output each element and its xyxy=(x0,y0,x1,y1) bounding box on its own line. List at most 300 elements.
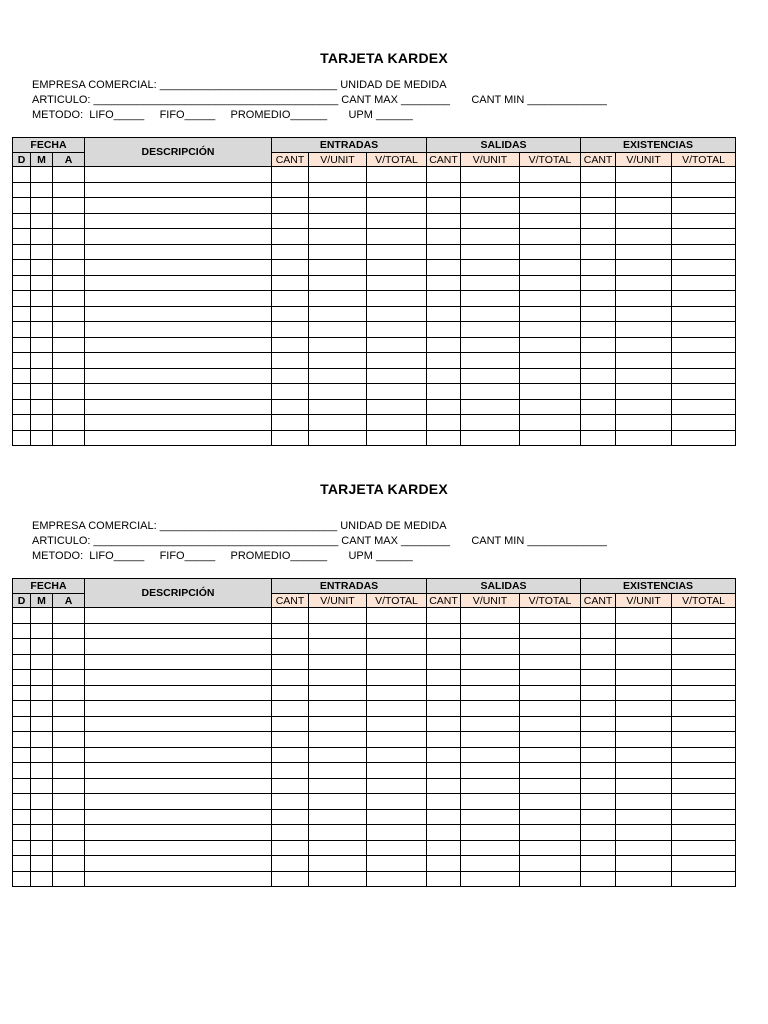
entry-cell[interactable] xyxy=(309,260,367,276)
entry-cell[interactable] xyxy=(520,794,581,810)
entry-cell[interactable] xyxy=(272,654,309,670)
entry-cell[interactable] xyxy=(13,415,31,431)
entry-cell[interactable] xyxy=(520,670,581,686)
entry-cell[interactable] xyxy=(367,430,427,446)
entry-cell[interactable] xyxy=(461,639,520,655)
entry-cell[interactable] xyxy=(672,260,736,276)
entry-cell[interactable] xyxy=(13,260,31,276)
entry-cell[interactable] xyxy=(520,260,581,276)
entry-cell[interactable] xyxy=(581,685,616,701)
entry-cell[interactable] xyxy=(85,167,272,183)
entry-cell[interactable] xyxy=(85,670,272,686)
entry-cell[interactable] xyxy=(581,337,616,353)
entry-cell[interactable] xyxy=(272,244,309,260)
entry-cell[interactable] xyxy=(427,778,461,794)
entry-cell[interactable] xyxy=(272,399,309,415)
entry-cell[interactable] xyxy=(672,291,736,307)
entry-cell[interactable] xyxy=(13,368,31,384)
entry-cell[interactable] xyxy=(672,809,736,825)
entry-cell[interactable] xyxy=(367,415,427,431)
entry-cell[interactable] xyxy=(272,809,309,825)
entry-cell[interactable] xyxy=(13,322,31,338)
entry-cell[interactable] xyxy=(427,244,461,260)
entry-cell[interactable] xyxy=(581,291,616,307)
entry-cell[interactable] xyxy=(427,198,461,214)
entry-cell[interactable] xyxy=(13,639,31,655)
entry-cell[interactable] xyxy=(53,747,85,763)
entry-cell[interactable] xyxy=(461,670,520,686)
entry-cell[interactable] xyxy=(31,732,53,748)
entry-cell[interactable] xyxy=(616,608,672,624)
entry-cell[interactable] xyxy=(367,794,427,810)
entry-cell[interactable] xyxy=(672,747,736,763)
entry-cell[interactable] xyxy=(581,670,616,686)
entry-cell[interactable] xyxy=(85,778,272,794)
entry-cell[interactable] xyxy=(85,654,272,670)
entry-cell[interactable] xyxy=(672,778,736,794)
entry-cell[interactable] xyxy=(85,399,272,415)
entry-cell[interactable] xyxy=(272,229,309,245)
entry-cell[interactable] xyxy=(461,778,520,794)
entry-cell[interactable] xyxy=(427,353,461,369)
entry-cell[interactable] xyxy=(13,244,31,260)
entry-cell[interactable] xyxy=(427,260,461,276)
entry-cell[interactable] xyxy=(367,229,427,245)
entry-cell[interactable] xyxy=(367,260,427,276)
entry-cell[interactable] xyxy=(672,167,736,183)
entry-cell[interactable] xyxy=(616,794,672,810)
entry-cell[interactable] xyxy=(53,430,85,446)
entry-cell[interactable] xyxy=(581,716,616,732)
entry-cell[interactable] xyxy=(427,825,461,841)
entry-cell[interactable] xyxy=(367,871,427,887)
entry-cell[interactable] xyxy=(85,871,272,887)
entry-cell[interactable] xyxy=(309,368,367,384)
entry-cell[interactable] xyxy=(581,654,616,670)
entry-cell[interactable] xyxy=(272,322,309,338)
entry-cell[interactable] xyxy=(53,732,85,748)
entry-cell[interactable] xyxy=(520,167,581,183)
entry-cell[interactable] xyxy=(427,639,461,655)
entry-cell[interactable] xyxy=(520,840,581,856)
entry-cell[interactable] xyxy=(461,198,520,214)
entry-cell[interactable] xyxy=(53,701,85,717)
entry-cell[interactable] xyxy=(272,794,309,810)
entry-cell[interactable] xyxy=(367,623,427,639)
entry-cell[interactable] xyxy=(309,306,367,322)
entry-cell[interactable] xyxy=(13,198,31,214)
entry-cell[interactable] xyxy=(616,260,672,276)
entry-cell[interactable] xyxy=(461,182,520,198)
entry-cell[interactable] xyxy=(31,430,53,446)
entry-cell[interactable] xyxy=(672,353,736,369)
entry-cell[interactable] xyxy=(309,840,367,856)
entry-cell[interactable] xyxy=(427,182,461,198)
entry-cell[interactable] xyxy=(672,654,736,670)
entry-cell[interactable] xyxy=(13,306,31,322)
entry-cell[interactable] xyxy=(616,244,672,260)
entry-cell[interactable] xyxy=(85,244,272,260)
entry-cell[interactable] xyxy=(672,701,736,717)
entry-cell[interactable] xyxy=(616,840,672,856)
entry-cell[interactable] xyxy=(427,291,461,307)
entry-cell[interactable] xyxy=(272,260,309,276)
entry-cell[interactable] xyxy=(13,685,31,701)
entry-cell[interactable] xyxy=(461,399,520,415)
entry-cell[interactable] xyxy=(461,368,520,384)
entry-cell[interactable] xyxy=(85,856,272,872)
entry-cell[interactable] xyxy=(272,306,309,322)
entry-cell[interactable] xyxy=(31,198,53,214)
entry-cell[interactable] xyxy=(85,701,272,717)
entry-cell[interactable] xyxy=(13,430,31,446)
entry-cell[interactable] xyxy=(53,213,85,229)
entry-cell[interactable] xyxy=(520,291,581,307)
entry-cell[interactable] xyxy=(520,399,581,415)
entry-cell[interactable] xyxy=(616,399,672,415)
entry-cell[interactable] xyxy=(31,244,53,260)
entry-cell[interactable] xyxy=(461,825,520,841)
entry-cell[interactable] xyxy=(309,229,367,245)
entry-cell[interactable] xyxy=(272,716,309,732)
entry-cell[interactable] xyxy=(616,623,672,639)
entry-cell[interactable] xyxy=(461,747,520,763)
entry-cell[interactable] xyxy=(85,322,272,338)
entry-cell[interactable] xyxy=(309,856,367,872)
entry-cell[interactable] xyxy=(427,167,461,183)
entry-cell[interactable] xyxy=(520,353,581,369)
entry-cell[interactable] xyxy=(272,167,309,183)
entry-cell[interactable] xyxy=(272,747,309,763)
entry-cell[interactable] xyxy=(85,182,272,198)
entry-cell[interactable] xyxy=(461,809,520,825)
entry-cell[interactable] xyxy=(367,368,427,384)
entry-cell[interactable] xyxy=(13,871,31,887)
entry-cell[interactable] xyxy=(581,306,616,322)
entry-cell[interactable] xyxy=(461,260,520,276)
entry-cell[interactable] xyxy=(672,840,736,856)
entry-cell[interactable] xyxy=(672,244,736,260)
entry-cell[interactable] xyxy=(309,809,367,825)
entry-cell[interactable] xyxy=(85,229,272,245)
entry-cell[interactable] xyxy=(461,794,520,810)
entry-cell[interactable] xyxy=(367,670,427,686)
entry-cell[interactable] xyxy=(85,198,272,214)
entry-cell[interactable] xyxy=(520,182,581,198)
entry-cell[interactable] xyxy=(53,167,85,183)
entry-cell[interactable] xyxy=(520,716,581,732)
entry-cell[interactable] xyxy=(616,809,672,825)
entry-cell[interactable] xyxy=(13,778,31,794)
entry-cell[interactable] xyxy=(309,763,367,779)
entry-cell[interactable] xyxy=(53,415,85,431)
entry-cell[interactable] xyxy=(672,430,736,446)
entry-cell[interactable] xyxy=(31,260,53,276)
entry-cell[interactable] xyxy=(85,794,272,810)
entry-cell[interactable] xyxy=(309,871,367,887)
entry-cell[interactable] xyxy=(520,701,581,717)
entry-cell[interactable] xyxy=(427,430,461,446)
entry-cell[interactable] xyxy=(367,182,427,198)
entry-cell[interactable] xyxy=(31,654,53,670)
entry-cell[interactable] xyxy=(520,639,581,655)
entry-cell[interactable] xyxy=(520,809,581,825)
entry-cell[interactable] xyxy=(31,167,53,183)
entry-cell[interactable] xyxy=(581,353,616,369)
entry-cell[interactable] xyxy=(520,732,581,748)
entry-cell[interactable] xyxy=(13,337,31,353)
entry-cell[interactable] xyxy=(672,399,736,415)
entry-cell[interactable] xyxy=(461,685,520,701)
entry-cell[interactable] xyxy=(31,763,53,779)
entry-cell[interactable] xyxy=(53,229,85,245)
entry-cell[interactable] xyxy=(520,778,581,794)
entry-cell[interactable] xyxy=(581,778,616,794)
entry-cell[interactable] xyxy=(672,716,736,732)
entry-cell[interactable] xyxy=(85,415,272,431)
entry-cell[interactable] xyxy=(427,856,461,872)
entry-cell[interactable] xyxy=(367,639,427,655)
entry-cell[interactable] xyxy=(367,840,427,856)
entry-cell[interactable] xyxy=(520,415,581,431)
entry-cell[interactable] xyxy=(672,794,736,810)
entry-cell[interactable] xyxy=(672,322,736,338)
entry-cell[interactable] xyxy=(367,608,427,624)
entry-cell[interactable] xyxy=(13,856,31,872)
entry-cell[interactable] xyxy=(31,415,53,431)
entry-cell[interactable] xyxy=(672,856,736,872)
entry-cell[interactable] xyxy=(309,732,367,748)
entry-cell[interactable] xyxy=(616,291,672,307)
entry-cell[interactable] xyxy=(672,182,736,198)
entry-cell[interactable] xyxy=(85,716,272,732)
entry-cell[interactable] xyxy=(367,825,427,841)
entry-cell[interactable] xyxy=(616,384,672,400)
entry-cell[interactable] xyxy=(581,415,616,431)
entry-cell[interactable] xyxy=(31,794,53,810)
entry-cell[interactable] xyxy=(367,306,427,322)
entry-cell[interactable] xyxy=(13,840,31,856)
entry-cell[interactable] xyxy=(53,639,85,655)
entry-cell[interactable] xyxy=(13,654,31,670)
entry-cell[interactable] xyxy=(53,322,85,338)
entry-cell[interactable] xyxy=(53,794,85,810)
entry-cell[interactable] xyxy=(272,384,309,400)
entry-cell[interactable] xyxy=(581,608,616,624)
entry-cell[interactable] xyxy=(461,840,520,856)
entry-cell[interactable] xyxy=(616,763,672,779)
entry-cell[interactable] xyxy=(672,732,736,748)
entry-cell[interactable] xyxy=(367,856,427,872)
entry-cell[interactable] xyxy=(53,856,85,872)
entry-cell[interactable] xyxy=(13,825,31,841)
entry-cell[interactable] xyxy=(427,275,461,291)
entry-cell[interactable] xyxy=(427,213,461,229)
entry-cell[interactable] xyxy=(272,198,309,214)
entry-cell[interactable] xyxy=(13,623,31,639)
entry-cell[interactable] xyxy=(13,701,31,717)
entry-cell[interactable] xyxy=(461,213,520,229)
entry-cell[interactable] xyxy=(367,198,427,214)
entry-cell[interactable] xyxy=(272,213,309,229)
entry-cell[interactable] xyxy=(581,182,616,198)
entry-cell[interactable] xyxy=(309,639,367,655)
entry-cell[interactable] xyxy=(85,639,272,655)
entry-cell[interactable] xyxy=(672,337,736,353)
entry-cell[interactable] xyxy=(367,337,427,353)
entry-cell[interactable] xyxy=(309,716,367,732)
entry-cell[interactable] xyxy=(31,322,53,338)
entry-cell[interactable] xyxy=(31,685,53,701)
entry-cell[interactable] xyxy=(427,701,461,717)
entry-cell[interactable] xyxy=(53,871,85,887)
entry-cell[interactable] xyxy=(616,322,672,338)
entry-cell[interactable] xyxy=(461,608,520,624)
entry-cell[interactable] xyxy=(31,291,53,307)
entry-cell[interactable] xyxy=(272,856,309,872)
entry-cell[interactable] xyxy=(616,167,672,183)
entry-cell[interactable] xyxy=(31,716,53,732)
entry-cell[interactable] xyxy=(309,213,367,229)
entry-cell[interactable] xyxy=(309,747,367,763)
entry-cell[interactable] xyxy=(272,778,309,794)
entry-cell[interactable] xyxy=(272,701,309,717)
entry-cell[interactable] xyxy=(461,275,520,291)
entry-cell[interactable] xyxy=(53,840,85,856)
entry-cell[interactable] xyxy=(13,747,31,763)
entry-cell[interactable] xyxy=(367,654,427,670)
entry-cell[interactable] xyxy=(461,763,520,779)
entry-cell[interactable] xyxy=(672,608,736,624)
entry-cell[interactable] xyxy=(53,623,85,639)
entry-cell[interactable] xyxy=(581,167,616,183)
entry-cell[interactable] xyxy=(272,871,309,887)
entry-cell[interactable] xyxy=(31,778,53,794)
entry-cell[interactable] xyxy=(85,840,272,856)
entry-cell[interactable] xyxy=(53,306,85,322)
entry-cell[interactable] xyxy=(85,685,272,701)
entry-cell[interactable] xyxy=(672,384,736,400)
entry-cell[interactable] xyxy=(581,639,616,655)
entry-cell[interactable] xyxy=(616,871,672,887)
entry-cell[interactable] xyxy=(13,167,31,183)
entry-cell[interactable] xyxy=(85,337,272,353)
entry-cell[interactable] xyxy=(367,167,427,183)
entry-cell[interactable] xyxy=(616,670,672,686)
entry-cell[interactable] xyxy=(461,716,520,732)
entry-cell[interactable] xyxy=(581,623,616,639)
entry-cell[interactable] xyxy=(309,167,367,183)
entry-cell[interactable] xyxy=(85,368,272,384)
entry-cell[interactable] xyxy=(427,368,461,384)
entry-cell[interactable] xyxy=(581,856,616,872)
entry-cell[interactable] xyxy=(13,353,31,369)
entry-cell[interactable] xyxy=(85,825,272,841)
entry-cell[interactable] xyxy=(309,670,367,686)
entry-cell[interactable] xyxy=(427,306,461,322)
entry-cell[interactable] xyxy=(309,322,367,338)
entry-cell[interactable] xyxy=(367,322,427,338)
entry-cell[interactable] xyxy=(520,368,581,384)
entry-cell[interactable] xyxy=(272,430,309,446)
entry-cell[interactable] xyxy=(309,182,367,198)
entry-cell[interactable] xyxy=(272,623,309,639)
entry-cell[interactable] xyxy=(367,275,427,291)
entry-cell[interactable] xyxy=(427,747,461,763)
entry-cell[interactable] xyxy=(520,871,581,887)
entry-cell[interactable] xyxy=(616,415,672,431)
entry-cell[interactable] xyxy=(581,430,616,446)
entry-cell[interactable] xyxy=(367,701,427,717)
entry-cell[interactable] xyxy=(520,654,581,670)
entry-cell[interactable] xyxy=(309,654,367,670)
entry-cell[interactable] xyxy=(13,291,31,307)
entry-cell[interactable] xyxy=(581,213,616,229)
entry-cell[interactable] xyxy=(53,337,85,353)
entry-cell[interactable] xyxy=(53,182,85,198)
entry-cell[interactable] xyxy=(520,198,581,214)
entry-cell[interactable] xyxy=(309,275,367,291)
entry-cell[interactable] xyxy=(520,623,581,639)
entry-cell[interactable] xyxy=(616,368,672,384)
entry-cell[interactable] xyxy=(31,353,53,369)
entry-cell[interactable] xyxy=(427,794,461,810)
entry-cell[interactable] xyxy=(672,229,736,245)
entry-cell[interactable] xyxy=(13,670,31,686)
entry-cell[interactable] xyxy=(31,213,53,229)
entry-cell[interactable] xyxy=(272,670,309,686)
entry-cell[interactable] xyxy=(31,368,53,384)
entry-cell[interactable] xyxy=(53,399,85,415)
entry-cell[interactable] xyxy=(309,430,367,446)
entry-cell[interactable] xyxy=(461,701,520,717)
entry-cell[interactable] xyxy=(520,685,581,701)
entry-cell[interactable] xyxy=(581,871,616,887)
entry-cell[interactable] xyxy=(672,623,736,639)
entry-cell[interactable] xyxy=(31,825,53,841)
entry-cell[interactable] xyxy=(461,654,520,670)
entry-cell[interactable] xyxy=(616,430,672,446)
entry-cell[interactable] xyxy=(53,685,85,701)
entry-cell[interactable] xyxy=(427,415,461,431)
entry-cell[interactable] xyxy=(672,639,736,655)
entry-cell[interactable] xyxy=(367,716,427,732)
entry-cell[interactable] xyxy=(616,213,672,229)
entry-cell[interactable] xyxy=(13,275,31,291)
entry-cell[interactable] xyxy=(31,701,53,717)
entry-cell[interactable] xyxy=(520,213,581,229)
entry-cell[interactable] xyxy=(53,260,85,276)
entry-cell[interactable] xyxy=(309,685,367,701)
entry-cell[interactable] xyxy=(367,732,427,748)
entry-cell[interactable] xyxy=(13,608,31,624)
entry-cell[interactable] xyxy=(461,856,520,872)
entry-cell[interactable] xyxy=(85,306,272,322)
entry-cell[interactable] xyxy=(581,763,616,779)
entry-cell[interactable] xyxy=(272,415,309,431)
entry-cell[interactable] xyxy=(272,275,309,291)
entry-cell[interactable] xyxy=(31,337,53,353)
entry-cell[interactable] xyxy=(581,825,616,841)
entry-cell[interactable] xyxy=(520,244,581,260)
entry-cell[interactable] xyxy=(520,608,581,624)
entry-cell[interactable] xyxy=(461,244,520,260)
entry-cell[interactable] xyxy=(672,763,736,779)
entry-cell[interactable] xyxy=(31,639,53,655)
entry-cell[interactable] xyxy=(85,291,272,307)
entry-cell[interactable] xyxy=(427,716,461,732)
entry-cell[interactable] xyxy=(53,716,85,732)
